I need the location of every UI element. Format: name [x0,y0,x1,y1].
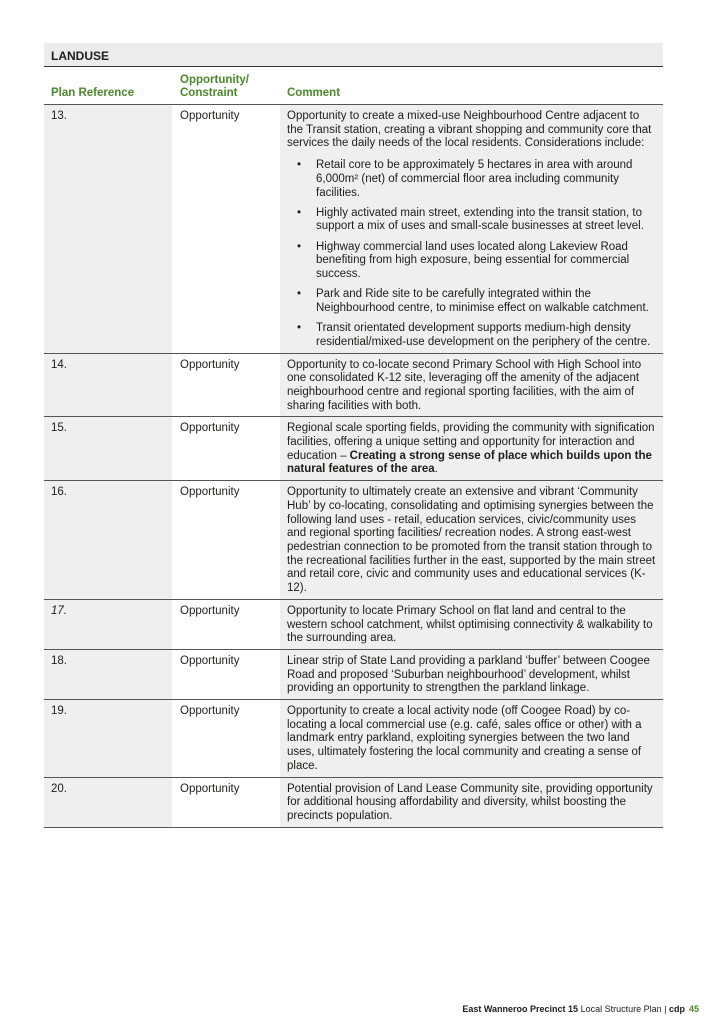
plan-reference: 16. [44,481,172,599]
comment-emphasis: Creating a strong sense of place which builds upon the natural features of the area [287,449,652,476]
table-row [44,600,663,650]
row-type: Opportunity [172,700,280,777]
table-row [44,700,663,778]
footer-doc-title: East Wanneroo Precinct 15 [462,1004,579,1014]
row-comment [280,105,663,353]
list-item: • Retail core to be approximately 5 hectares in area with around 6,000m² (net) of commercial floor area including community facilities. [287,159,657,200]
row-comment: Linear strip of State Land providing a parkland ‘buffer’ between Coogee Road and proposed ‘Suburban neighbourhood’ development, whilst providing an opportunity to strengthen the parkland linkage. [280,650,663,699]
plan-reference: 15. [44,417,172,480]
row-type: Opportunity [172,354,280,417]
table-row [44,354,663,418]
table-row [44,778,663,828]
table-row [44,417,663,481]
table-row [44,481,663,600]
list-item: • Highly activated main street, extending into the transit station, to support a mix of uses and small-scale businesses at street level. [287,207,657,234]
row-type: Opportunity [172,105,280,353]
plan-reference: 17. [44,600,172,649]
row-type: Opportunity [172,600,280,649]
row-comment [280,417,663,480]
row-comment: Potential provision of Land Lease Community site, providing opportunity for additional housing affordability and diversity, whilst boosting the precincts population. [280,778,663,827]
plan-reference: 19. [44,700,172,777]
footer-doc-subtitle: Local Structure Plan | [578,1004,669,1014]
comment-text: Regional scale sporting fields, providing the community with signification facilities, offering a unique setting and opportunity for interaction and education – [287,422,655,462]
row-comment: Opportunity to locate Primary School on flat land and central to the western school catchment, whilst optimising connectivity & walkability to the surrounding area. [280,600,663,649]
row-comment: Opportunity to ultimately create an extensive and vibrant ‘Community Hub’ by co-locating, consolidating and optimising synergies between the following land uses - retail, education services, civic/community uses and regional sporting facilities/ recreation nodes. A strong east-west pedestrian connection to be promoted from the transit station through to the recreational facilities further in the east, supported by the main street and retail core, civic and community uses and educational services (K-12). [280,481,663,599]
table-row [44,650,663,700]
landuse-table [44,43,663,828]
plan-reference: 20. [44,778,172,827]
list-item: • Highway commercial land uses located along Lakeview Road benefiting from high exposure, being essential for commercial success. [287,241,657,282]
table-header-row [44,67,663,105]
list-item: • Transit orientated development supports medium-high density residential/mixed-use development on the periphery of the centre. [287,322,657,349]
row-type: Opportunity [172,417,280,480]
header-opportunity-constraint: Opportunity/ Constraint [180,74,249,99]
footer-org: cdp [668,1004,685,1014]
section-title: LANDUSE [44,43,663,67]
list-item: • Park and Ride site to be carefully integrated within the Neighbourhood centre, to minimise effect on walkable catchment. [287,288,657,315]
page-number: 45 [688,1004,699,1014]
row-type: Opportunity [172,481,280,599]
row-comment: Opportunity to create a local activity node (off Coogee Road) by co-locating a local commercial use (e.g. café, sales office or other) with a landmark entry parkland, exploiting synergies between the two land uses, ultimately fostering the local community and creating a sense of place. [280,700,663,777]
table-row [44,105,663,354]
row-type: Opportunity [172,650,280,699]
header-plan-reference: Plan Reference [51,87,135,99]
header-comment: Comment [287,87,341,99]
plan-reference: 13. [44,105,172,353]
row-comment: Opportunity to co-locate second Primary School with High School into one consolidated K-12 site, leveraging off the amenity of the adjacent neighbourhood centre and regional sporting facilities, with the aim of sharing facilities with both. [280,354,663,417]
plan-reference: 14. [44,354,172,417]
comment-end: . [434,463,438,476]
row-type: Opportunity [172,778,280,827]
considerations-list [287,159,657,349]
comment-text: Opportunity to create a mixed-use Neighbourhood Centre adjacent to the Transit station, creating a vibrant shopping and community core that services the daily needs of the local residents. Considerations include: [287,110,652,150]
page-footer [462,1004,699,1014]
plan-reference: 18. [44,650,172,699]
